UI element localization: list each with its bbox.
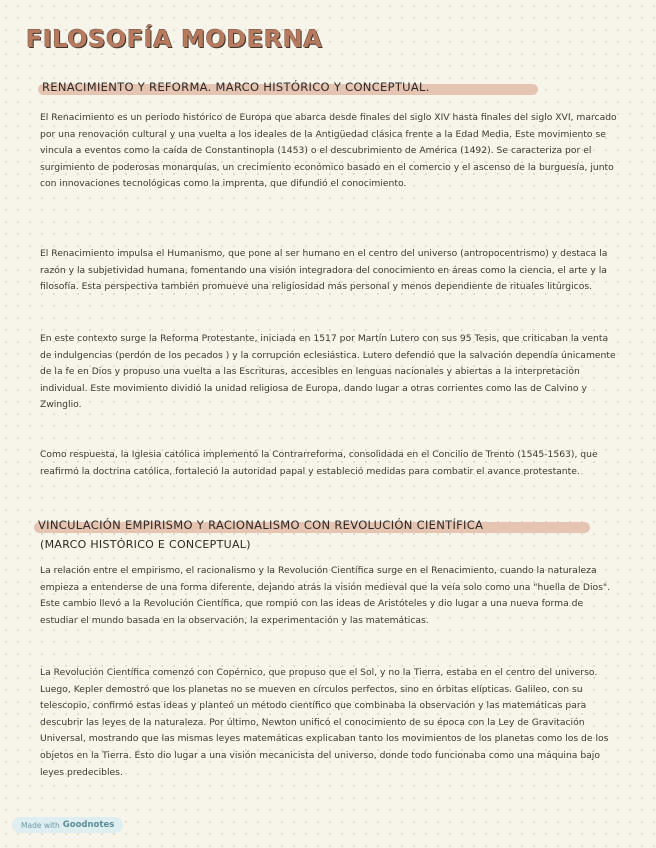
section1-paragraph-1: El Renacimiento es un periodo histórico de Europa que abarca desde finales del siglo XIV hasta finales del siglo XVI, marcado por una renovación cultural y una vuelta a los ideales de la Antigüedad clásica frente a la Edad Media. Este movimiento se vincula a eventos como la caída de Constantinopla (1453) o el descubrimiento de América (1492). Se caracteriza por el surgimiento de poderosas monarquías, un crecimiento económico basado en el comercio y el ascenso de la burguesía, junto con innovaciones tecnológicas como la imprenta, que difundió el conocimiento. <box>40 112 617 190</box>
section1-heading: RENACIMIENTO Y REFORMA. MARCO HISTÓRICO Y CONCEPTUAL. <box>42 80 430 94</box>
section1-paragraph-2: El Renacimiento impulsa el Humanismo, que pone al ser humano en el centro del universo (antropocentrismo) y destaca la razón y la subjetividad humana, fomentando una visión integradora del conocimiento en áreas como la ciencia, el arte y la filosofía. Esta perspectiva también promueve una religiosidad más personal y menos dependiente de rituales litúrgicos. <box>40 248 608 293</box>
section2-subheading: (MARCO HISTÓRICO E CONCEPTUAL) <box>40 538 251 551</box>
badge-brand: Goodnotes <box>62 820 115 830</box>
section1-heading-block <box>38 80 430 94</box>
section2-heading-block <box>34 518 483 532</box>
section2-paragraph-2: La Revolución Científica comenzó con Copérnico, que propuso que el Sol, y no la Tierra, estaba en el centro del universo. Luego, Kepler demostró que los planetas no se mueven en círculos perfectos, sino en órbitas elípticas. Galileo, con su telescopio, confirmó estas ideas y planteó un método científico que combinaba la observación y las matemáticas para descubrir las leyes de la naturaleza. Por último, Newton unificó el conocimiento de su época con la Ley de Gravitación Universal, mostrando que las mismas leyes matemáticas explicaban tanto los movimientos de los planetas como los de los objetos en la Tierra. Esto dio lugar a una visión mecanicista del universo, donde todo funcionaba como una máquina bajo leyes predecibles. <box>40 667 609 778</box>
badge-prefix: Made with <box>21 820 60 830</box>
page-title: FILOSOFÍA MODERNA <box>26 25 323 53</box>
section1-paragraph-4: Como respuesta, la Iglesia católica implementó la Contrarreforma, consolidada en el Concilio de Trento (1545-1563), que reafirmó la doctrina católica, fortaleció la autoridad papal y estableció medidas para combatir el avance protestante. <box>40 449 598 477</box>
section2-heading: VINCULACIÓN EMPIRISMO Y RACIONALISMO CON REVOLUCIÓN CIENTÍFICA <box>38 518 484 532</box>
section2-paragraph-1: La relación entre el empirismo, el racionalismo y la Revolución Científica surge en el Renacimiento, cuando la naturaleza empieza a entenderse de una forma diferente, dejando atrás la visión medieval que la veía solo como una "huella de Dios". Este cambio llevó a la Revolución Científica, que rompió con las ideas de Aristóteles y dio lugar a una nueva forma de estudiar el mundo basada en la observación, la experimentación y las matemáticas. <box>40 565 611 626</box>
section1-paragraph-3: En este contexto surge la Reforma Protestante, iniciada en 1517 por Martín Lutero con sus 95 Tesis, que criticaban la venta de indulgencias (perdón de los pecados ) y la corrupción eclesiástica. Lutero defendió que la salvación dependía únicamente de la fe en Dios y propuso una vuelta a las Escrituras, accesibles en lenguas nacionales y abiertas a la interpretación individual. Este movimiento dividió la unidad religiosa de Europa, dando lugar a otras corrientes como las de Calvino y Zwinglio. <box>40 333 616 411</box>
goodnotes-badge[interactable] <box>12 817 123 833</box>
